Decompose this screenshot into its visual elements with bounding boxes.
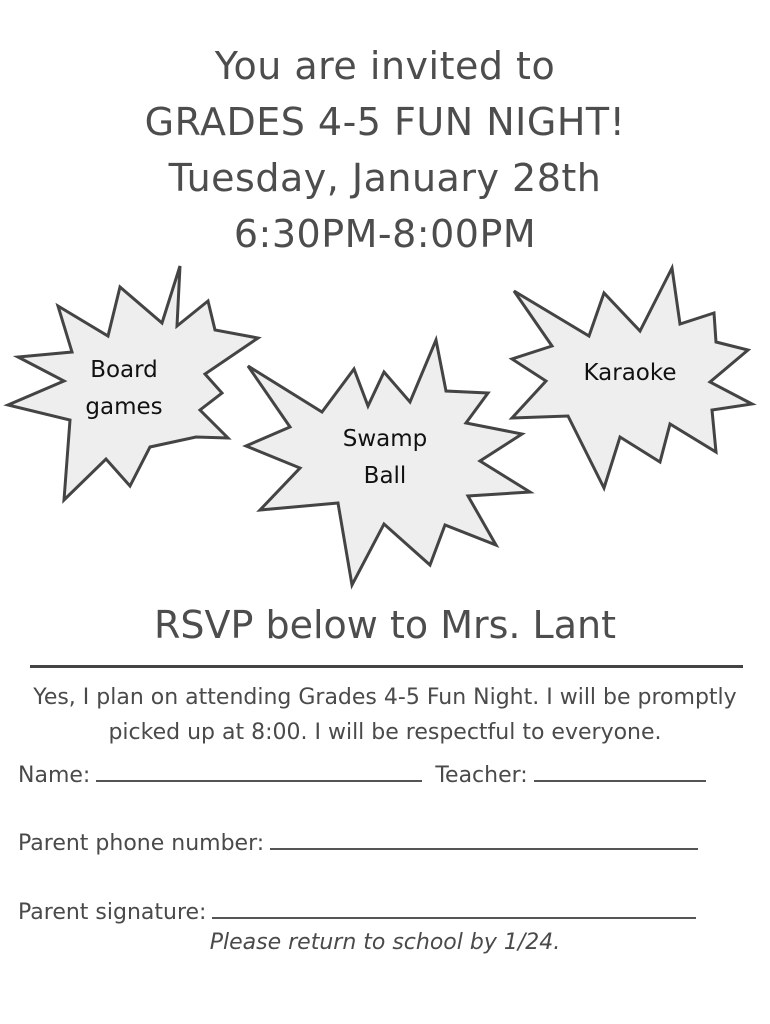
rsvp-heading: RSVP below to Mrs. Lant [153,603,616,647]
event-date: Tuesday, January 28th [168,156,602,200]
rsvp-divider [30,665,743,668]
phone-field[interactable] [270,828,698,850]
name-field[interactable] [96,760,422,782]
signature-label: Parent signature: [18,900,207,925]
activity-swamp-ball: Swamp Ball [342,426,428,489]
signature-field[interactable] [212,897,696,919]
name-teacher-row [18,760,706,788]
rsvp-statement: Yes, I plan on attending Grades 4-5 Fun Night. I will be promptly picked up at 8:00. I will be respectful to everyone. [33,685,737,745]
name-label: Name: [18,763,91,788]
signature-row [18,897,696,925]
invite-line: You are invited to [214,44,556,88]
event-time: 6:30PM-8:00PM [233,212,537,256]
return-note: Please return to school by 1/24. [209,930,561,955]
teacher-field[interactable] [534,760,706,782]
phone-row [18,828,698,856]
activity-board-games: Board games [85,357,163,420]
event-title: GRADES 4-5 FUN NIGHT! [144,100,626,144]
phone-label: Parent phone number: [18,831,265,856]
activity-karaoke: Karaoke [583,360,677,386]
teacher-label: Teacher: [435,763,528,788]
